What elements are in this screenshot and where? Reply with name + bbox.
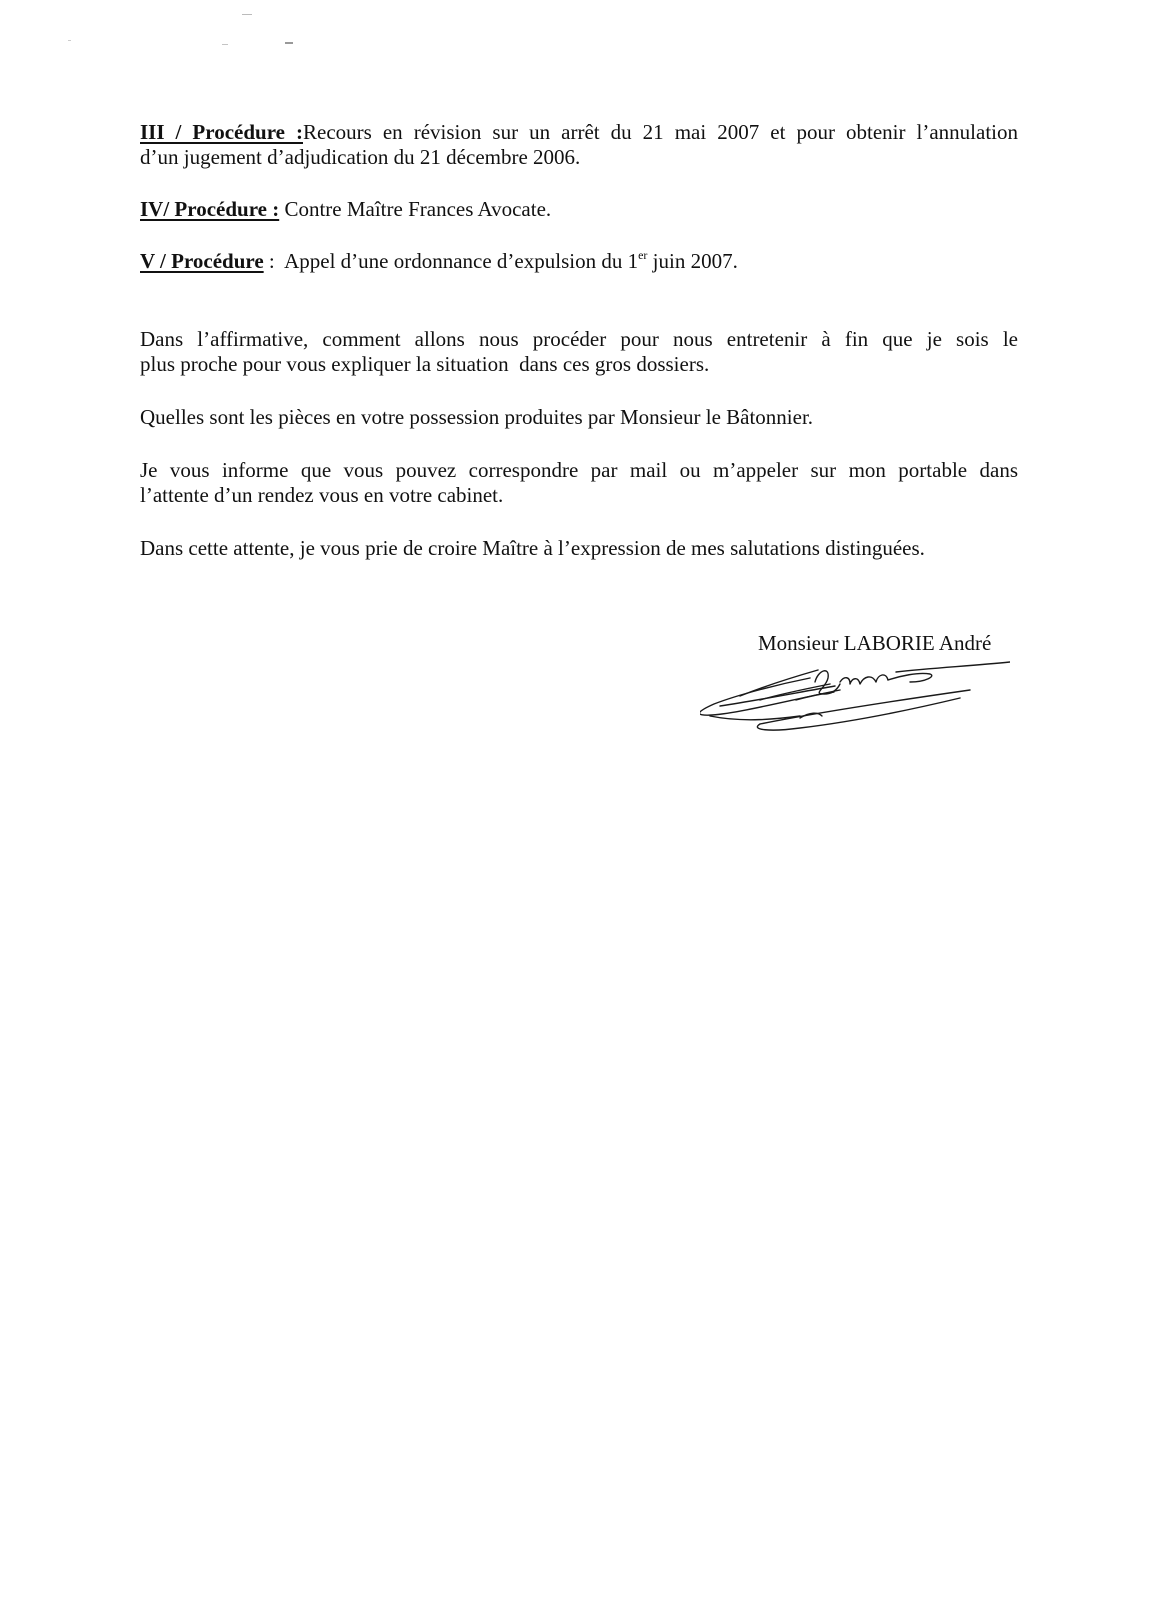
procedure-v-superscript: er xyxy=(638,248,648,262)
procedure-v-text-after: juin 2007. xyxy=(647,249,738,273)
procedure-iii xyxy=(140,120,1018,170)
paragraph-contact-line1: Je vous informe que vous pouvez correspondre par mail ou m’appeler sur mon portable dans xyxy=(140,458,1018,482)
procedure-iv-heading: IV/ Procédure : xyxy=(140,197,280,221)
paragraph-contact xyxy=(140,458,1018,508)
procedure-iii-line1 xyxy=(140,120,1018,145)
procedure-iii-heading: III / Procédure : xyxy=(140,120,303,144)
paragraph-closing-line1: Dans cette attente, je vous prie de croire Maître à l’expression de mes salutations distinguées. xyxy=(140,536,925,560)
procedure-v-heading: V / Procédure xyxy=(140,249,264,273)
handwritten-signature xyxy=(700,660,1010,735)
signatory-name: Monsieur LABORIE André xyxy=(758,631,992,655)
paragraph-pieces xyxy=(140,405,1018,430)
procedure-iii-text-line1: Recours en révision sur un arrêt du 21 mai 2007 et pour obtenir l’annulation xyxy=(303,120,1018,144)
procedure-iv xyxy=(140,197,1018,222)
paragraph-affirmative-line1: Dans l’affirmative, comment allons nous procéder pour nous entretenir à fin que je sois le xyxy=(140,327,1018,351)
procedure-iii-text-line2: d’un jugement d’adjudication du 21 décembre 2006. xyxy=(140,145,581,169)
procedure-v xyxy=(140,249,1018,274)
procedure-iv-text: Contre Maître Frances Avocate. xyxy=(279,197,552,221)
paragraph-closing xyxy=(140,536,1018,561)
paragraph-contact-line2: l’attente d’un rendez vous en votre cabinet. xyxy=(140,483,504,507)
scan-speck xyxy=(285,42,293,44)
scan-speck xyxy=(222,44,228,45)
procedure-v-text: : Appel d’une ordonnance d’expulsion du 1 xyxy=(263,249,639,273)
paragraph-pieces-line1: Quelles sont les pièces en votre possession produites par Monsieur le Bâtonnier. xyxy=(140,405,814,429)
scan-speck xyxy=(242,14,252,15)
paragraph-affirmative-line2: plus proche pour vous expliquer la situation dans ces gros dossiers. xyxy=(140,352,710,376)
paragraph-affirmative xyxy=(140,327,1018,377)
scan-speck xyxy=(68,40,71,41)
